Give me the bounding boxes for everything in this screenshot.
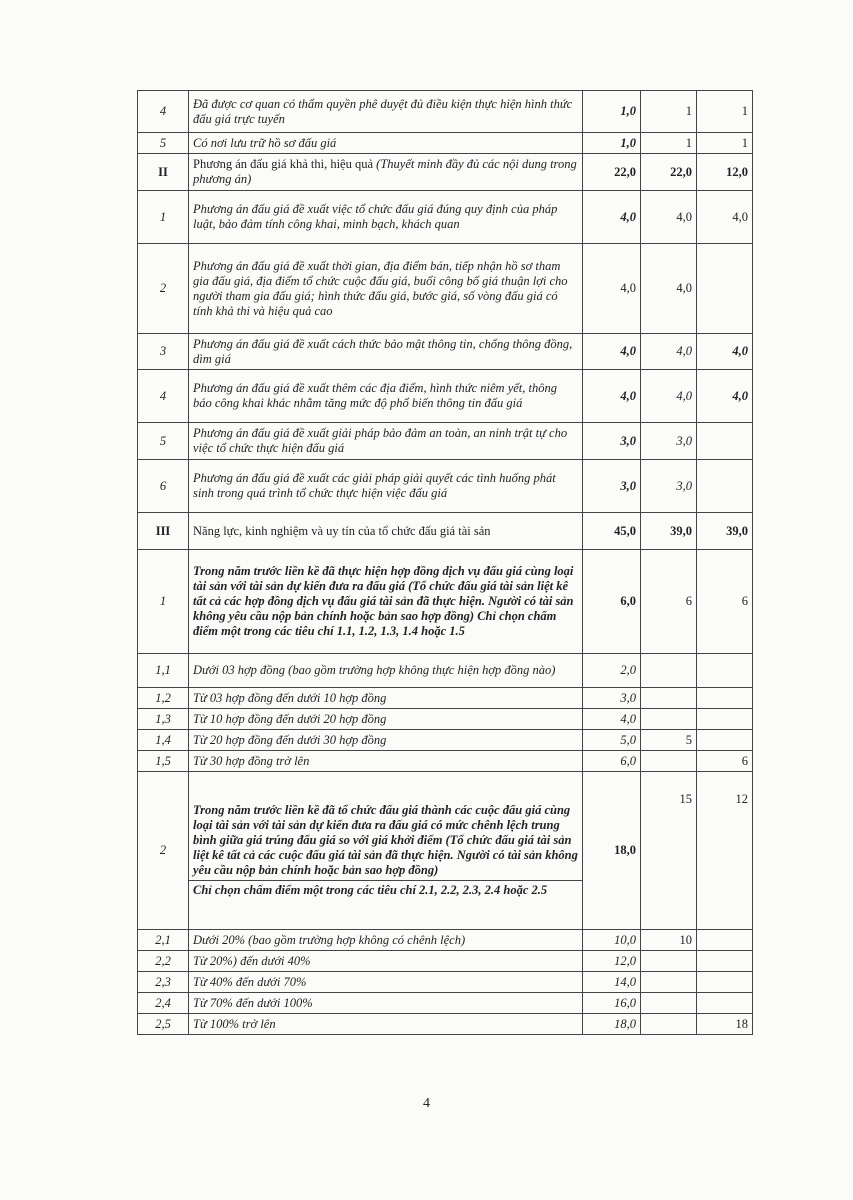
row-description: Phương án đấu giá đề xuất các giải pháp giải quyết các tình huống phát sinh trong quá trình tổ chức thực hiện việc đấu giá [189, 460, 583, 513]
max-score: 4,0 [583, 191, 641, 244]
score-1: 4,0 [641, 191, 697, 244]
row-number: 2,1 [138, 930, 189, 951]
row-number: 4 [138, 370, 189, 423]
score-2: 18 [697, 1014, 753, 1035]
row-number: 5 [138, 133, 189, 154]
score-1: 6 [641, 550, 697, 654]
score-2 [697, 460, 753, 513]
section-number: III [138, 513, 189, 550]
section-row [138, 154, 753, 191]
max-score: 16,0 [583, 993, 641, 1014]
score-2 [697, 654, 753, 688]
score-1: 39,0 [641, 513, 697, 550]
max-score: 1,0 [583, 133, 641, 154]
score-2 [697, 993, 753, 1014]
table-row [138, 972, 753, 993]
max-score: 3,0 [583, 688, 641, 709]
row-number: 1,3 [138, 709, 189, 730]
max-score: 6,0 [583, 550, 641, 654]
score-2: 12,0 [697, 154, 753, 191]
score-1 [641, 709, 697, 730]
score-1: 15 [641, 772, 697, 930]
score-1 [641, 751, 697, 772]
score-1 [641, 1014, 697, 1035]
max-score: 3,0 [583, 460, 641, 513]
row-number: 5 [138, 423, 189, 460]
row-description: Từ 03 hợp đồng đến dưới 10 hợp đồng [189, 688, 583, 709]
row-description: Từ 40% đến dưới 70% [189, 972, 583, 993]
score-1: 22,0 [641, 154, 697, 191]
score-2 [697, 423, 753, 460]
score-1: 3,0 [641, 423, 697, 460]
score-1: 4,0 [641, 334, 697, 370]
row-description: Phương án đấu giá đề xuất giải pháp bảo đảm an toàn, an ninh trật tự cho việc tổ chức thực hiện đấu giá [189, 423, 583, 460]
section-title: Phương án đấu giá khả thi, hiệu quả [193, 157, 374, 171]
section-number: II [138, 154, 189, 191]
section-description: Năng lực, kinh nghiệm và uy tín của tổ chức đấu giá tài sản [189, 513, 583, 550]
table-row [138, 550, 753, 654]
row-description: Có nơi lưu trữ hồ sơ đấu giá [189, 133, 583, 154]
score-1 [641, 688, 697, 709]
max-score: 22,0 [583, 154, 641, 191]
table-row [138, 654, 753, 688]
score-2 [697, 688, 753, 709]
score-1: 5 [641, 730, 697, 751]
score-1: 1 [641, 133, 697, 154]
score-2: 39,0 [697, 513, 753, 550]
score-2 [697, 951, 753, 972]
table-row [138, 709, 753, 730]
row-number: 1,4 [138, 730, 189, 751]
row-number: 1,5 [138, 751, 189, 772]
table-row [138, 951, 753, 972]
table-row [138, 334, 753, 370]
score-1 [641, 972, 697, 993]
max-score: 4,0 [583, 244, 641, 334]
row-number: 4 [138, 91, 189, 133]
score-1: 1 [641, 91, 697, 133]
table-row [138, 191, 753, 244]
score-2: 12 [697, 772, 753, 930]
table-row [138, 423, 753, 460]
table-row [138, 91, 753, 133]
max-score: 10,0 [583, 930, 641, 951]
row-number: 1,1 [138, 654, 189, 688]
score-2: 1 [697, 91, 753, 133]
score-1: 10 [641, 930, 697, 951]
score-2 [697, 709, 753, 730]
score-1 [641, 951, 697, 972]
row-description: Từ 30 hợp đồng trở lên [189, 751, 583, 772]
row-number: 2,5 [138, 1014, 189, 1035]
score-2 [697, 972, 753, 993]
row-number: 1,2 [138, 688, 189, 709]
row-description: Từ 70% đến dưới 100% [189, 993, 583, 1014]
max-score: 4,0 [583, 709, 641, 730]
row-number: 2,3 [138, 972, 189, 993]
score-2: 1 [697, 133, 753, 154]
table-row [138, 730, 753, 751]
score-2 [697, 730, 753, 751]
section-row [138, 513, 753, 550]
score-1: 4,0 [641, 244, 697, 334]
criterion-note: Chỉ chọn chấm điểm một trong các tiêu chí 2.1, 2.2, 2.3, 2.4 hoặc 2.5 [193, 883, 548, 897]
max-score: 18,0 [583, 772, 641, 930]
max-score: 45,0 [583, 513, 641, 550]
score-2: 6 [697, 550, 753, 654]
max-score: 18,0 [583, 1014, 641, 1035]
score-2: 4,0 [697, 370, 753, 423]
row-number: 2,2 [138, 951, 189, 972]
row-number: 6 [138, 460, 189, 513]
max-score: 4,0 [583, 370, 641, 423]
row-description: Từ 20%) đến dưới 40% [189, 951, 583, 972]
max-score: 1,0 [583, 91, 641, 133]
max-score: 12,0 [583, 951, 641, 972]
table-row [138, 751, 753, 772]
score-2 [697, 244, 753, 334]
table-row [138, 244, 753, 334]
page-number: 4 [423, 1096, 430, 1111]
table-row [138, 772, 753, 930]
row-number: 2 [138, 772, 189, 930]
row-description: Trong năm trước liền kề đã thực hiện hợp đồng dịch vụ đấu giá cùng loại tài sản với tài sản dự kiến đưa ra đấu giá (Tổ chức đấu giá tài sản liệt kê tất cả các hợp đồng dịch vụ đấu giá tài sản đã thực hiện. Người có tài sản không yêu cầu nộp bản chính hoặc bản sao hợp đồng) Chỉ chọn chấm điểm một trong các tiêu chí 1.1, 1.2, 1.3, 1.4 hoặc 1.5 [189, 550, 583, 654]
max-score: 4,0 [583, 334, 641, 370]
row-description [189, 772, 583, 930]
max-score: 3,0 [583, 423, 641, 460]
row-description: Từ 10 hợp đồng đến dưới 20 hợp đồng [189, 709, 583, 730]
max-score: 5,0 [583, 730, 641, 751]
score-2: 4,0 [697, 191, 753, 244]
row-number: 2,4 [138, 993, 189, 1014]
table-row [138, 930, 753, 951]
score-2 [697, 930, 753, 951]
row-description: Phương án đấu giá đề xuất việc tổ chức đấu giá đúng quy định của pháp luật, bảo đảm tính công khai, minh bạch, khách quan [189, 191, 583, 244]
table-row [138, 1014, 753, 1035]
section-description [189, 154, 583, 191]
section-note: (Thuyết minh đầy đủ các nội dung trong phương án) [193, 157, 577, 186]
table-row [138, 993, 753, 1014]
row-description: Phương án đấu giá đề xuất thêm các địa điểm, hình thức niêm yết, thông báo công khai khác nhằm tăng mức độ phổ biến thông tin đấu giá [189, 370, 583, 423]
row-number: 3 [138, 334, 189, 370]
row-number: 1 [138, 550, 189, 654]
row-description: Đã được cơ quan có thẩm quyền phê duyệt đủ điều kiện thực hiện hình thức đấu giá trực tuyến [189, 91, 583, 133]
max-score: 14,0 [583, 972, 641, 993]
scoring-table [137, 90, 753, 1035]
score-2: 4,0 [697, 334, 753, 370]
score-1 [641, 654, 697, 688]
table-row [138, 370, 753, 423]
row-description: Phương án đấu giá đề xuất cách thức bảo mật thông tin, chống thông đồng, dìm giá [189, 334, 583, 370]
row-description: Phương án đấu giá đề xuất thời gian, địa điểm bán, tiếp nhận hồ sơ tham gia đấu giá, địa điểm tổ chức cuộc đấu giá, buổi công bố giá thuận lợi cho người tham gia đấu giá; hình thức đấu giá, bước giá, số vòng đấu giá có tính khả thi và hiệu quả cao [189, 244, 583, 334]
row-description: Dưới 03 hợp đồng (bao gồm trường hợp không thực hiện hợp đồng nào) [189, 654, 583, 688]
table-row [138, 460, 753, 513]
table-row [138, 688, 753, 709]
score-1: 4,0 [641, 370, 697, 423]
max-score: 6,0 [583, 751, 641, 772]
max-score: 2,0 [583, 654, 641, 688]
score-1 [641, 993, 697, 1014]
score-2: 6 [697, 751, 753, 772]
score-1: 3,0 [641, 460, 697, 513]
row-description: Từ 100% trở lên [189, 1014, 583, 1035]
table-row [138, 133, 753, 154]
row-number: 2 [138, 244, 189, 334]
row-description: Dưới 20% (bao gồm trường hợp không có chênh lệch) [189, 930, 583, 951]
criterion-text: Trong năm trước liền kề đã tổ chức đấu giá thành các cuộc đấu giá cùng loại tài sản với tài sản dự kiến đưa ra đấu giá có mức chênh lệch trung bình giữa giá trúng đấu giá so với giá khởi điểm (Tổ chức đấu giá tài sản liệt kê tất cả các cuộc đấu giá tài sản đã thực hiện. Người có tài sản không yêu cầu nộp bản chính hoặc bản sao hợp đồng) [189, 801, 582, 881]
row-description: Từ 20 hợp đồng đến dưới 30 hợp đồng [189, 730, 583, 751]
row-number: 1 [138, 191, 189, 244]
